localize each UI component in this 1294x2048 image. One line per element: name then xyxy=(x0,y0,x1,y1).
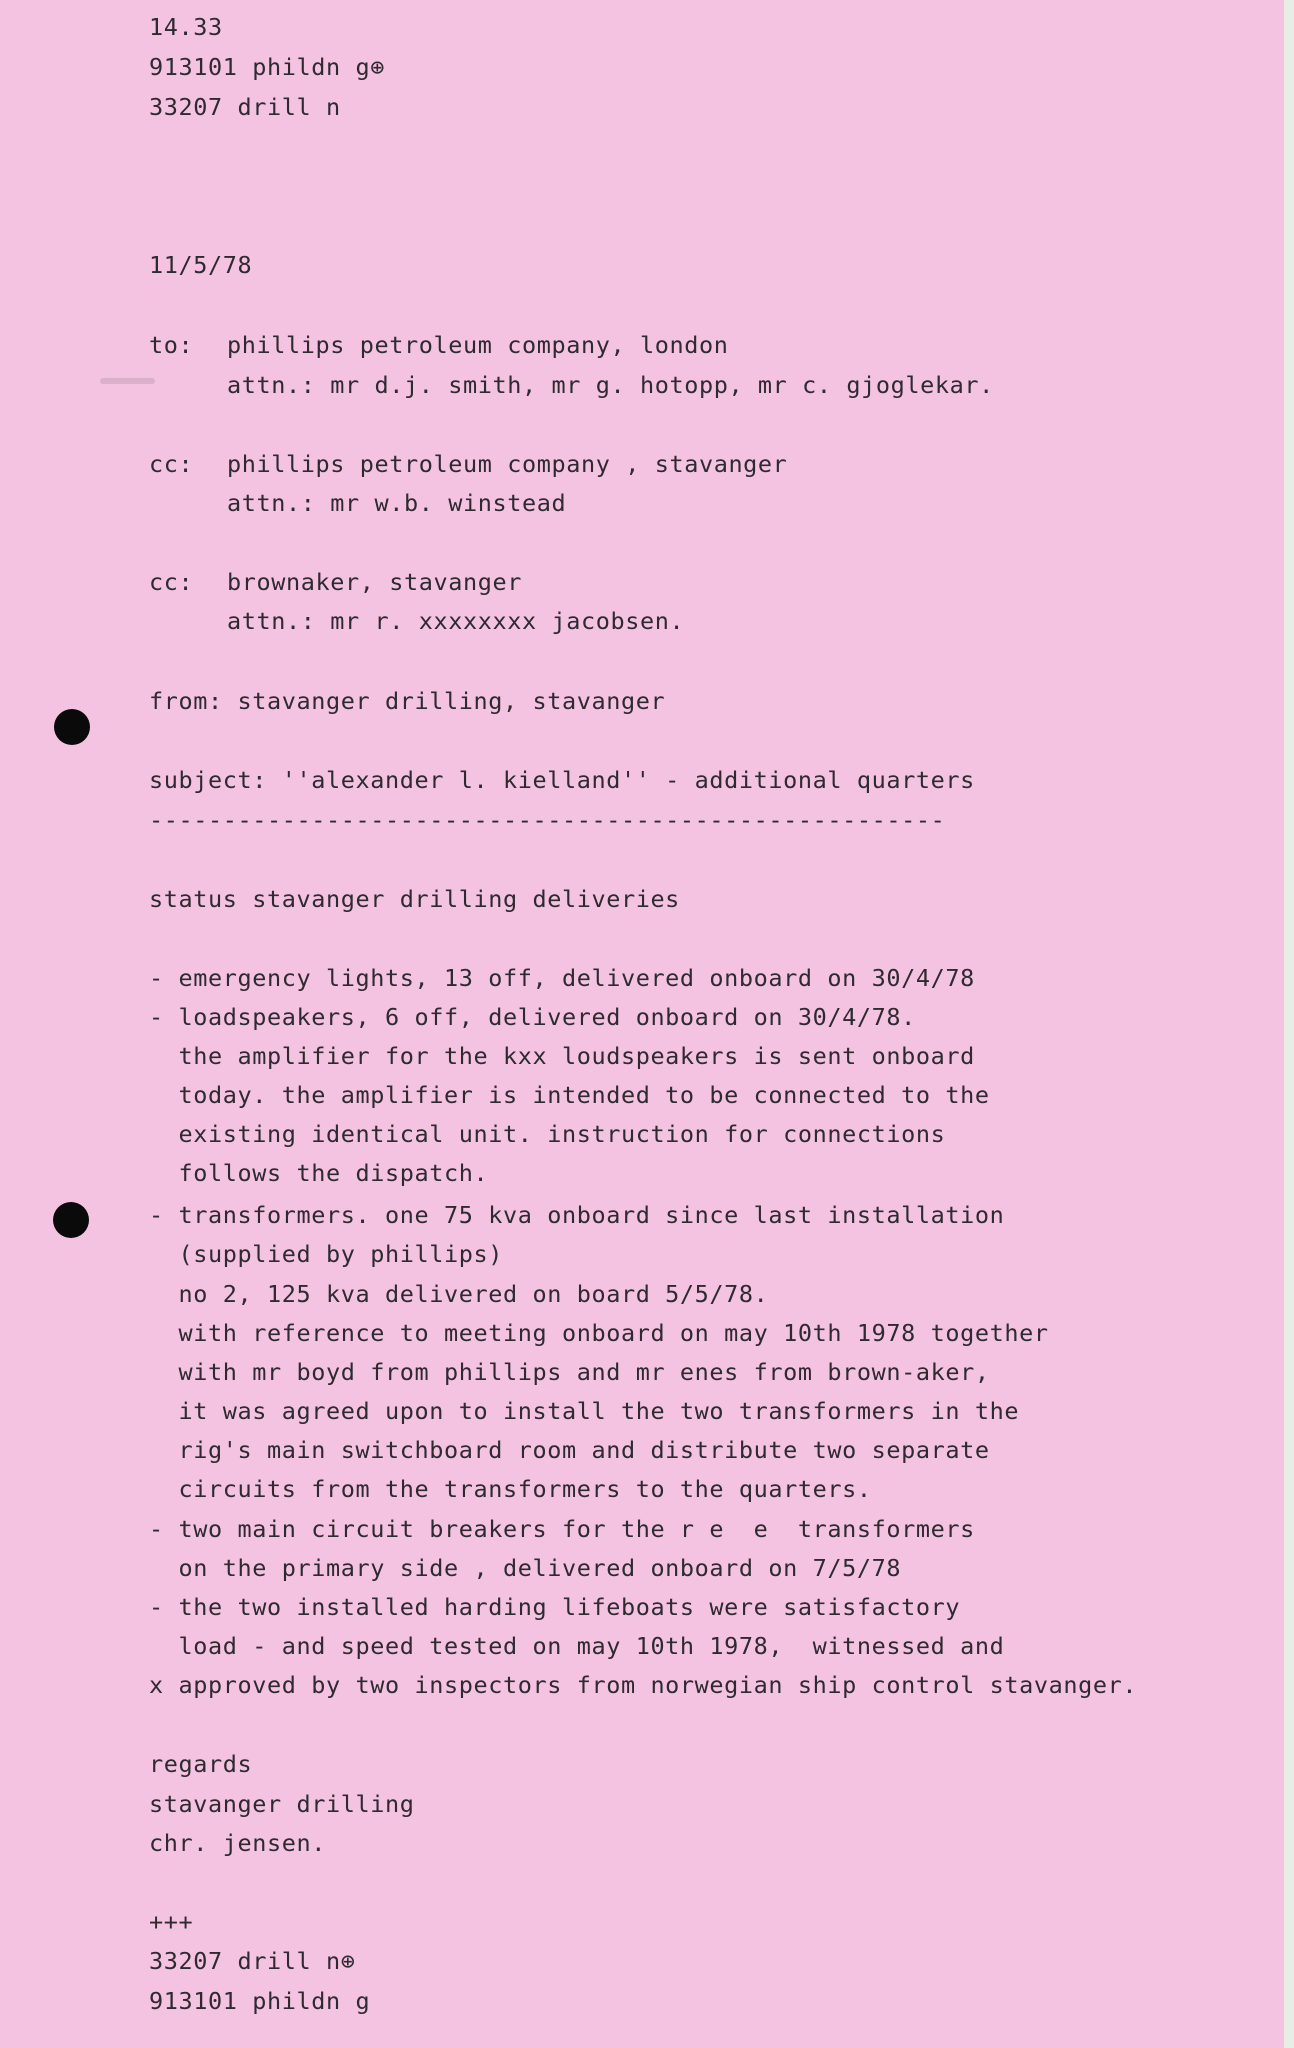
body-line: - two main circuit breakers for the r e e transformers xyxy=(149,1515,975,1543)
punch-hole-icon xyxy=(54,709,90,745)
body-line: x approved by two inspectors from norwegian ship control stavanger. xyxy=(149,1671,1138,1699)
cc1-label: cc: xyxy=(149,450,194,478)
body-line: on the primary side , delivered onboard on 7/5/78 xyxy=(149,1554,902,1582)
cc1-attn: attn.: mr w.b. winstead xyxy=(227,489,567,517)
body-line: with mr boyd from phillips and mr enes from brown-aker, xyxy=(149,1358,990,1386)
body-line: follows the dispatch. xyxy=(149,1159,489,1187)
from-line: from: stavanger drilling, stavanger xyxy=(149,687,666,715)
body-line: no 2, 125 kva delivered on board 5/5/78. xyxy=(149,1280,769,1308)
footer-answerback: 913101 phildn g xyxy=(149,1987,371,2015)
punch-hole-icon xyxy=(53,1202,89,1238)
body-line: - transformers. one 75 kva onboard since last installation xyxy=(149,1201,1005,1229)
body-line: - loadspeakers, 6 off, delivered onboard on 30/4/78. xyxy=(149,1003,916,1031)
end-mark: +++ xyxy=(149,1908,194,1936)
cc2-label: cc: xyxy=(149,568,194,596)
to-attn: attn.: mr d.j. smith, mr g. hotopp, mr c. gjoglekar. xyxy=(227,371,994,399)
body-line: rig's main switchboard room and distribute two separate xyxy=(149,1436,990,1464)
subject-line: subject: ''alexander l. kielland'' - additional quarters xyxy=(149,766,975,794)
paper-edge xyxy=(1284,0,1294,2048)
subject-rule: ------------------------------------------------------ xyxy=(149,806,946,834)
header-answerback: 913101 phildn g⊕ xyxy=(149,53,385,81)
date: 11/5/78 xyxy=(149,251,253,279)
body-line: - emergency lights, 13 off, delivered onboard on 30/4/78 xyxy=(149,964,975,992)
header-drill: 33207 drill n xyxy=(149,93,341,121)
status-heading: status stavanger drilling deliveries xyxy=(149,885,680,913)
body-line: today. the amplifier is intended to be connected to the xyxy=(149,1081,990,1109)
body-line: existing identical unit. instruction for connections xyxy=(149,1120,946,1148)
closing-company: stavanger drilling xyxy=(149,1790,415,1818)
body-line: it was agreed upon to install the two transformers in the xyxy=(149,1397,1020,1425)
closing-regards: regards xyxy=(149,1750,253,1778)
body-line: (supplied by phillips) xyxy=(149,1240,503,1268)
body-line: with reference to meeting onboard on may 10th 1978 together xyxy=(149,1319,1049,1347)
cc1-company: phillips petroleum company , stavanger xyxy=(227,450,788,478)
to-label: to: xyxy=(149,331,194,359)
body-line: load - and speed tested on may 10th 1978, witnessed and xyxy=(149,1632,1005,1660)
closing-name: chr. jensen. xyxy=(149,1829,326,1857)
cc2-attn: attn.: mr r. xxxxxxxx jacobsen. xyxy=(227,607,685,635)
body-line: the amplifier for the kxx loudspeakers is sent onboard xyxy=(149,1042,975,1070)
body-line: circuits from the transformers to the quarters. xyxy=(149,1475,872,1503)
footer-drill: 33207 drill n⊕ xyxy=(149,1947,356,1975)
cc2-company: brownaker, stavanger xyxy=(227,568,522,596)
to-company: phillips petroleum company, london xyxy=(227,331,729,359)
body-line: - the two installed harding lifeboats were satisfactory xyxy=(149,1593,961,1621)
ink-smudge xyxy=(100,378,155,384)
header-time: 14.33 xyxy=(149,13,223,41)
